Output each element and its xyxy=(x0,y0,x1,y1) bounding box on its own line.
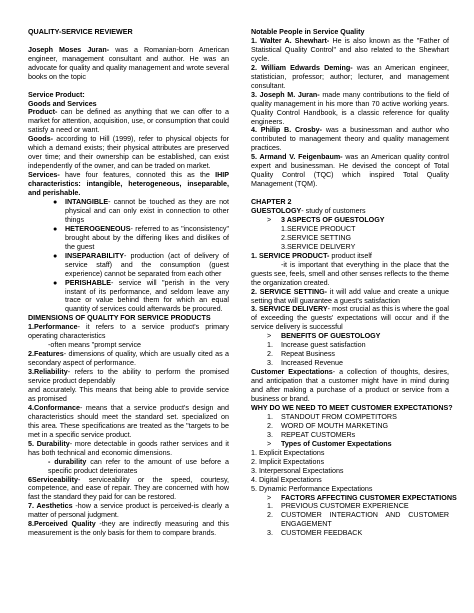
bullet-item xyxy=(28,198,229,225)
dimension-serviceability xyxy=(28,476,229,503)
arrow-bullet-icon: > xyxy=(267,215,272,224)
factor-item xyxy=(251,502,449,511)
types-heading: Types of Customer Expectations xyxy=(281,439,392,448)
factor-text: CUSTOMER INTERACTION AND CUSTOMER ENGAGEMENT xyxy=(281,511,449,529)
bullet-text: - referred to as "inconsistency" brought about by the differing likes and dislikes of the guest xyxy=(65,224,229,251)
bullet-dot-icon: ● xyxy=(53,251,58,260)
benefit-text: Increase guest satisfaction xyxy=(281,341,366,350)
aspect-text: - most crucial as this is where the goal of exceeding the guests' expectations will occur and if the service delivery is successful xyxy=(251,305,450,332)
person-name: 1. Walter A. Shewhart- xyxy=(251,36,330,45)
dimension-text: - means that a service product's design and characteristics should meet the standard set. specialized on this area. These specifications are treated as the "targets to be met in a specific service product. xyxy=(28,403,229,439)
person-entry xyxy=(251,64,449,91)
types-heading-row xyxy=(251,440,449,449)
bullet-term: INTANGIBLE xyxy=(65,197,109,206)
dimension-text: - refers to the ability to perform the promised service product dependably xyxy=(28,368,229,386)
dimension-reliability-cont: and accurately. This means that being able to provide service as promised xyxy=(28,386,229,403)
arrow-bullet-icon: > xyxy=(267,493,272,502)
juran-name: Joseph Moses Juran- xyxy=(28,45,110,54)
bullet-dot-icon: ● xyxy=(53,197,58,206)
factor-text: CUSTOMER FEEDBACK xyxy=(281,529,363,538)
factor-text: PREVIOUS CUSTOMER EXPERIENCE xyxy=(281,502,409,511)
dimension-conformance xyxy=(28,404,229,440)
dimension-term: 5. Durability xyxy=(28,439,70,448)
document-title: QUALITY-SERVICE REVIEWER xyxy=(28,28,133,36)
dimension-perceived-quality xyxy=(28,520,229,538)
bullet-dot-icon: ● xyxy=(53,224,58,233)
aspects-heading-row xyxy=(251,216,449,225)
aspects-heading: 3 ASPECTS OF GUESTOLOGY xyxy=(281,215,385,224)
dimension-durability xyxy=(28,440,229,458)
type-item: 2. Implicit Expectations xyxy=(251,457,325,466)
why-text: WORD OF MOUTH MARKETING xyxy=(281,421,389,430)
why-meet-expectations-heading: WHY DO WE NEED TO MEET CUSTOMER EXPECTATIONS? xyxy=(251,403,453,412)
factors-heading: FACTORS AFFECTING CUSTOMER EXPECTATIONS xyxy=(281,493,457,502)
aspect-service-setting xyxy=(251,288,449,306)
aspect-service-product-note: -it is important that everything in the place that the guests see, feels, smell and other senses reflects to the theme the organization created. xyxy=(251,260,449,287)
goods-text: according to Hill (1999), refer to physical objects for which a demand exists; their physical attributes are preserved over time; and their ownership can be established, can exist independently of the owner, and can be traded on market. xyxy=(28,135,229,171)
person-entry xyxy=(251,37,449,64)
person-name: 4. Philip B. Crosby- xyxy=(251,126,323,135)
product-text: can be defined as anything that we can offer to a market for attention, acquisition, use, or consumption that could satisfy a need or want. xyxy=(28,108,229,135)
list-number: 1. xyxy=(267,412,273,421)
why-item xyxy=(251,413,449,422)
services-term: Services- xyxy=(28,171,60,180)
aspect-list-item: 3.SERVICE DELIVERY xyxy=(281,242,356,251)
aspect-text: it will add value and create a unique setting that will guarantee a guest's satisfaction xyxy=(251,287,449,305)
dimension-term: 4.Conformance xyxy=(28,403,80,412)
list-number: 3. xyxy=(267,430,273,439)
dimension-term: 7. Aesthetics xyxy=(28,502,73,511)
aspect-term: 3. SERVICE DELIVERY xyxy=(251,305,328,314)
benefits-heading: BENEFITS OF GUESTOLOGY xyxy=(281,332,381,341)
dimension-text: -how a service product is perceived-is clearly a matter of personal judgment. xyxy=(28,502,229,520)
aspect-service-product xyxy=(251,252,449,261)
dimension-performance-note: -often means "prompt service xyxy=(48,341,142,350)
guestology-term: GUESTOLOGY xyxy=(251,207,302,215)
list-number: 3. xyxy=(267,529,273,538)
expectations-term: Customer Expectations xyxy=(251,368,333,377)
expectations-text: - a collection of thoughts, desires, and anticipation that a customer might have in mind during and after making a purchase of a product or service from a business or brand. xyxy=(251,368,449,404)
person-name: 2. William Edwards Deming- xyxy=(251,63,353,72)
dimension-term: 2.Features xyxy=(28,350,64,359)
person-entry xyxy=(251,126,449,153)
bullet-text: - cannot be touched as they are not physical and can only exist in connection to other things xyxy=(65,197,229,224)
dimension-text: - serviceability or the speed, courtesy, competence, and ease of repair. They are concerned with how fast the standard they paid for can be restored. xyxy=(28,475,229,502)
why-item xyxy=(251,422,449,431)
aspect-service-delivery xyxy=(251,305,449,332)
dimension-text: -they are indirectly measuring and this measurement is the only basis for them to compare brands. xyxy=(28,520,229,538)
product-definition xyxy=(28,108,229,135)
dimension-term: 6Serviceability xyxy=(28,475,79,484)
ihip-characteristics: IHIP characteristics: intangible, heterogeneous, inseparable, and perishable. xyxy=(28,171,229,198)
type-item: 1. Explicit Expectations xyxy=(251,448,325,457)
bullet-term: HETEROGENEOUS xyxy=(65,224,131,233)
dimension-features xyxy=(28,350,229,368)
dimension-text: - dimensions of quality, which are usually cited as a secondary aspect of performance. xyxy=(28,350,229,368)
why-text: STANDOUT FROM COMPETITORS xyxy=(281,412,397,421)
benefit-item xyxy=(251,359,449,368)
guestology-definition xyxy=(251,207,449,216)
chapter-heading: CHAPTER 2 xyxy=(251,198,292,207)
type-item: 5. Dynamic Performance Expectations xyxy=(251,484,373,493)
benefit-item xyxy=(251,341,449,350)
list-number: 1. xyxy=(267,502,273,511)
benefit-text: Repeat Business xyxy=(281,350,335,359)
bullet-item xyxy=(28,225,229,252)
bullet-text: - service will "perish in the very instant of its performance, and seldom leave any trace or value behind them for which an equal quantity of services could afterwards be procured. xyxy=(65,278,229,314)
dimension-performance xyxy=(28,323,229,341)
goods-term: Goods- xyxy=(28,135,53,144)
bullet-item xyxy=(28,279,229,315)
dimension-term: - durability xyxy=(48,457,87,466)
factor-item xyxy=(251,529,449,538)
person-text: was an American quality control expert and businessman. He devised the concept of Total Quality Control (TQC) which inspired Total Quality Management (TQM). xyxy=(251,153,449,189)
right-column xyxy=(251,28,457,538)
factors-heading-row xyxy=(251,493,457,503)
dimension-text: - more detectable in goods rather services and it has both technical and economic dimensions. xyxy=(28,439,229,457)
dimension-text: - it refers to a service product's primary operating characteristics xyxy=(28,323,229,341)
goods-services-heading: Goods and Services xyxy=(28,99,97,108)
list-number: 3. xyxy=(267,359,273,368)
notable-people-heading: Notable People in Service Quality xyxy=(251,28,365,36)
dimension-durability-note xyxy=(28,458,229,476)
dimension-aesthetics xyxy=(28,502,229,520)
aspect-list-item: 1.SERVICE PRODUCT xyxy=(281,224,356,233)
why-text: REPEAT CUSTOMERs xyxy=(281,430,356,439)
customer-expectations-definition xyxy=(251,368,449,404)
dimension-term: 1.Performance xyxy=(28,323,78,332)
service-product-heading: Service Product: xyxy=(28,90,85,99)
list-number: 2. xyxy=(267,511,273,520)
person-entry xyxy=(251,91,449,127)
bullet-item xyxy=(28,252,229,279)
list-number: 2. xyxy=(267,421,273,430)
aspect-term: 1. SERVICE PRODUCT- xyxy=(251,251,330,260)
goods-definition xyxy=(28,135,229,171)
dimension-term: 8.Perceived Quality xyxy=(28,520,96,529)
services-definition xyxy=(28,171,229,198)
arrow-bullet-icon: > xyxy=(267,439,272,448)
benefits-heading-row xyxy=(251,332,449,341)
aspect-term: 2. SERVICE SETTING- xyxy=(251,287,328,296)
list-number: 2. xyxy=(267,350,273,359)
arrow-bullet-icon: > xyxy=(267,332,272,341)
aspect-text: product itself xyxy=(329,251,372,260)
dimension-reliability xyxy=(28,368,229,386)
left-column xyxy=(28,28,229,538)
dimensions-heading: DIMENSIONS OF QUALITY FOR SERVICE PRODUCTS xyxy=(28,314,211,323)
benefit-text: Increased Revenue xyxy=(281,359,343,368)
list-number: 1. xyxy=(267,341,273,350)
factor-item xyxy=(251,511,449,529)
juran-paragraph xyxy=(28,46,229,82)
juran-text: was a Romanian-born American engineer, management consultant and author. He was an advocate for quality and quality management and wrote several books on the topic xyxy=(28,45,230,81)
bullet-term: INSEPARABILITY xyxy=(65,251,124,260)
type-item: 4. Digital Expectations xyxy=(251,475,322,484)
dimension-text: can refer to the amount of use before a specific product deteriorates xyxy=(48,457,229,475)
aspect-list-item: 2.SERVICE SETTING xyxy=(281,233,352,242)
guestology-text: - study of customers xyxy=(301,207,366,215)
person-name: 5. Armand V. Feigenbaum- xyxy=(251,153,343,162)
dimension-term: 3.Reliability xyxy=(28,368,68,377)
person-entry xyxy=(251,153,449,189)
person-text: made many contributions to the field of quality management in his more than 70 active working years. Quality Control Handbook, is a classic reference for quality engineers. xyxy=(251,90,449,126)
services-text: have four features, connoted this as the xyxy=(59,171,216,180)
bullet-text: - production (act of delivery of service staff) and the consumption (guest experience) cannot be separated from each other xyxy=(65,251,229,278)
benefit-item xyxy=(251,350,449,359)
person-text: was a businessman and author who contributed to management theory and quality management practices. xyxy=(251,126,449,153)
person-name: 3. Joseph M. Juran- xyxy=(251,90,320,99)
person-text: He is also known as the "Father of Statistical Quality Control" and also related to the Shewhart cycle. xyxy=(251,36,449,63)
bullet-dot-icon: ● xyxy=(53,278,58,287)
bullet-term: PERISHABLE xyxy=(65,278,112,287)
why-item xyxy=(251,431,449,440)
product-term: Product- xyxy=(28,108,58,117)
type-item: 3. Interpersonal Expectations xyxy=(251,466,344,475)
person-text: was an American engineer, statistician, professor; author; lecturer, and management consultant. xyxy=(251,63,449,90)
